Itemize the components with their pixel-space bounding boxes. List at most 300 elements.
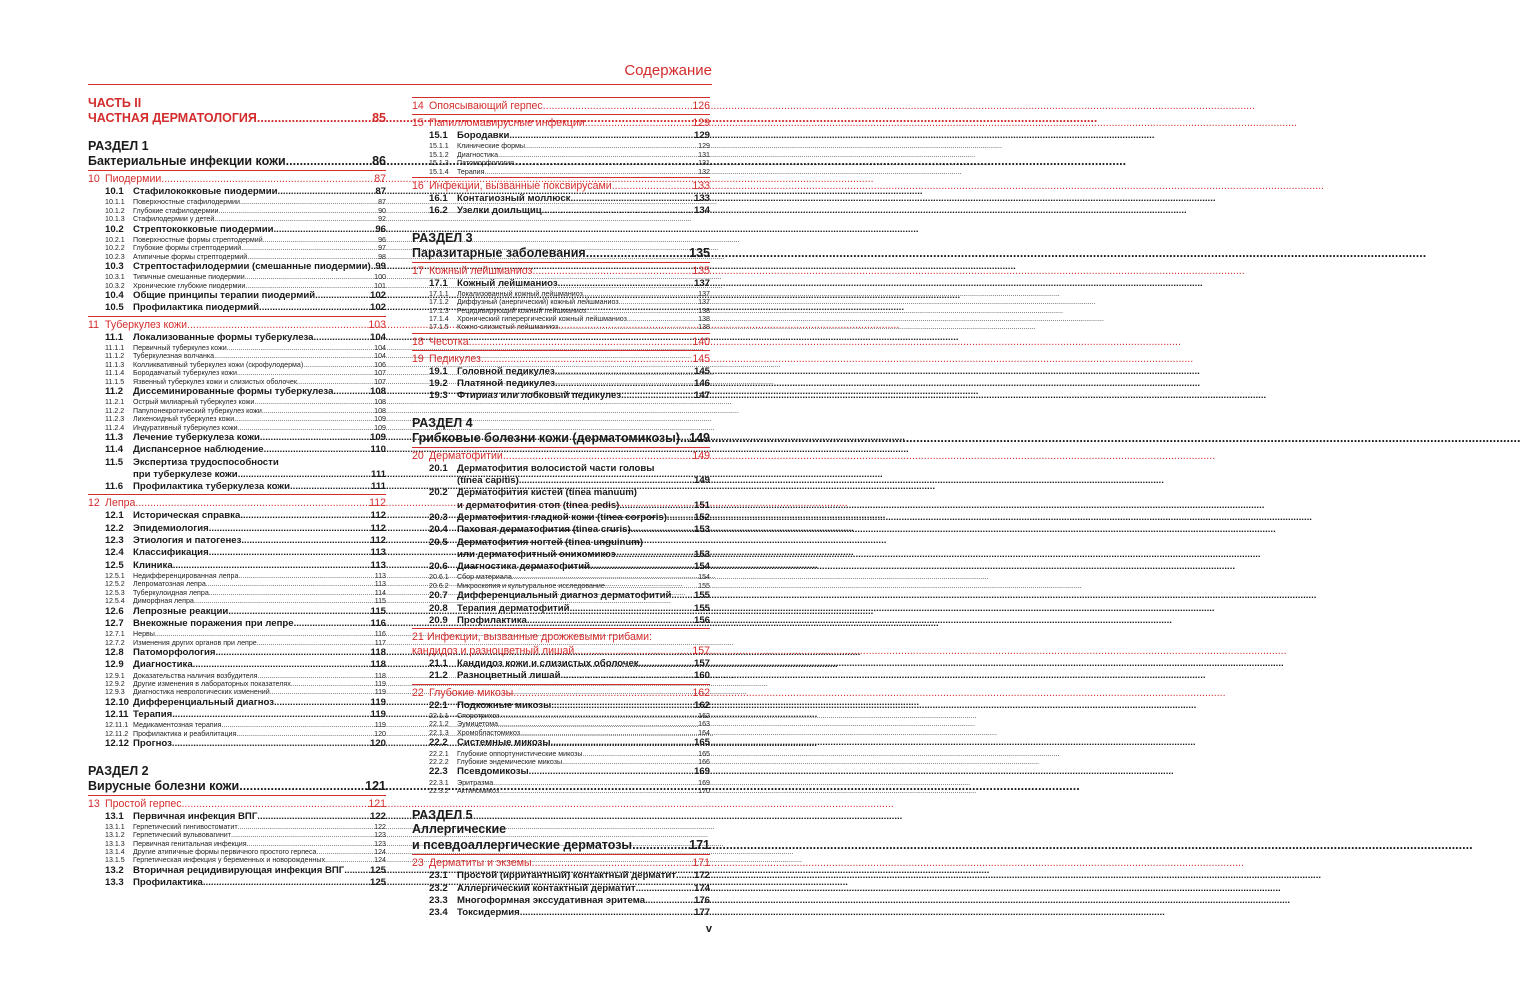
toc-chapter[interactable] (412, 628, 710, 644)
toc-subsubsection[interactable] (412, 168, 710, 176)
toc-subsubsection[interactable] (412, 307, 710, 315)
toc-subsection[interactable] (88, 865, 386, 877)
toc-subsection[interactable] (88, 535, 386, 547)
leader-dots (194, 597, 375, 605)
toc-part (88, 96, 386, 126)
toc-subsection[interactable] (88, 697, 386, 709)
toc-subsubsection[interactable] (412, 758, 710, 766)
toc-chapter-page: 133 (692, 179, 710, 192)
toc-subsection[interactable] (88, 510, 386, 522)
toc-section[interactable] (88, 778, 386, 794)
toc-subsection-page: 115 (370, 605, 386, 617)
page-number: v (705, 923, 712, 935)
toc-subsubsection[interactable] (88, 424, 386, 432)
toc-section-number: РАЗДЕЛ 2 (88, 763, 149, 778)
toc-subsubsection[interactable] (88, 831, 386, 839)
toc-subsection-continued[interactable] (412, 500, 710, 512)
toc-subsection-title: Токсидермия (457, 907, 520, 919)
leader-dots (297, 378, 374, 386)
leader-dots (274, 697, 371, 709)
toc-subsection-number: 11.4 (105, 444, 124, 456)
toc-subsection-number: 19.2 (429, 378, 448, 390)
toc-subsection-title-line2: и дерматофития стоп (tinea pedis) (457, 499, 620, 511)
leader-dots (215, 647, 370, 659)
toc-subsubsection-page: 154 (698, 573, 710, 582)
toc-subsection-number: 11.6 (105, 481, 124, 493)
leader-dots (234, 415, 374, 423)
toc-subsubsection[interactable] (88, 215, 386, 223)
toc-subsubsection-title: Туберкулоидная лепра (133, 588, 209, 597)
toc-subsubsection[interactable] (88, 273, 386, 281)
toc-subsubsection[interactable] (88, 352, 386, 360)
toc-subsection-page: 113 (370, 559, 386, 571)
toc-subsection[interactable] (412, 615, 710, 627)
toc-subsubsection[interactable] (412, 750, 710, 758)
toc-subsubsection-page: 122 (374, 822, 386, 831)
toc-subsubsection[interactable] (88, 823, 386, 831)
toc-subsection-title: Прогноз (133, 738, 172, 750)
toc-subsubsection-title: Эритразма (457, 778, 494, 787)
toc-subsubsection-number: 12.9.1 (105, 671, 125, 680)
toc-subsection[interactable] (412, 193, 710, 205)
toc-subsection-page: 102 (369, 302, 386, 314)
toc-subsection[interactable] (88, 523, 386, 535)
leader-dots (173, 560, 371, 572)
toc-subsection[interactable] (412, 907, 710, 919)
leader-dots (555, 366, 694, 378)
toc-chapter-number: 23 (412, 857, 424, 870)
toc-subsubsection-page: 109 (374, 423, 386, 432)
toc-subsubsection[interactable] (412, 712, 710, 720)
toc-subsection[interactable] (88, 224, 386, 236)
toc-subsection[interactable] (88, 618, 386, 630)
toc-subsection-page: 113 (370, 547, 386, 559)
toc-subsection[interactable] (88, 386, 386, 398)
toc-subsection-number: 12.8 (105, 646, 124, 658)
leader-dots (203, 877, 370, 889)
toc-subsubsection[interactable] (88, 415, 386, 423)
toc-subsection-title: Терапия (133, 709, 173, 721)
toc-subsection-title: Диагностика (133, 659, 193, 671)
toc-subsubsection-title: Первичный туберкулез кожи (133, 344, 227, 353)
toc-subsection[interactable] (412, 603, 710, 615)
toc-subsubsection-number: 10.2.2 (105, 244, 125, 253)
toc-subsection-number: 12.3 (105, 535, 124, 547)
leader-dots (484, 168, 698, 176)
toc-section-title: Вирусные болезни кожи (88, 778, 240, 793)
toc-subsubsection[interactable] (88, 198, 386, 206)
toc-subsubsection-title: Сбор материала (457, 573, 512, 582)
toc-subsection[interactable] (88, 811, 386, 823)
toc-subsection-page: 116 (370, 617, 386, 629)
toc-subsection[interactable] (412, 378, 710, 390)
toc-subsubsection[interactable] (88, 597, 386, 605)
toc-subsubsection-title: Лихеноидный туберкулез кожи (133, 415, 235, 424)
toc-subsubsection-number: 10.1.2 (105, 206, 125, 215)
toc-subsubsection[interactable] (88, 840, 386, 848)
toc-subsection[interactable] (88, 659, 386, 671)
toc-subsection[interactable] (412, 463, 710, 475)
toc-subsubsection-title: Бородавчатый туберкулез кожи (133, 369, 237, 378)
toc-subsubsection-number: 22.1.1 (429, 712, 449, 720)
toc-subsection[interactable] (412, 895, 710, 907)
toc-chapter[interactable] (412, 447, 710, 463)
toc-subsection[interactable] (88, 560, 386, 572)
leader-dots (532, 856, 693, 870)
toc-subsubsection-title: Острый милиарный туберкулез кожи (133, 398, 255, 407)
leader-dots (514, 159, 698, 167)
toc-subsection-title-line2: (tinea capitis) (457, 475, 519, 487)
toc-subsection[interactable] (412, 883, 710, 895)
toc-chapter[interactable] (88, 316, 386, 332)
toc-subsection-number: 23.2 (429, 882, 448, 894)
toc-subsection-page: 125 (369, 877, 386, 889)
toc-subsubsection-page: 131 (698, 150, 710, 159)
toc-subsubsection[interactable] (88, 236, 386, 244)
toc-chapter-page: 112 (369, 497, 386, 510)
leader-dots (262, 407, 374, 415)
toc-subsection-title: Дифференциальный диагноз дерматофитий (457, 590, 672, 602)
toc-subsection-number: 23.1 (429, 870, 448, 882)
toc-subsection-number: 13.1 (105, 810, 124, 822)
toc-subsubsection[interactable] (412, 298, 710, 306)
toc-chapter[interactable] (412, 114, 710, 130)
toc-subsection[interactable] (88, 481, 386, 493)
toc-subsubsection[interactable] (88, 407, 386, 415)
toc-subsection[interactable] (88, 444, 386, 456)
leader-dots (209, 547, 371, 559)
toc-subsubsection[interactable] (88, 572, 386, 580)
toc-subsection[interactable] (88, 647, 386, 659)
toc-subsection-page: 137 (693, 277, 710, 289)
toc-subsection-title: Лечение туберкулеза кожи (133, 431, 260, 443)
toc-subsubsection-title: Герпетический вульвовагинит (133, 831, 231, 840)
toc-subsubsection-page: 109 (374, 415, 386, 424)
leader-dots (520, 729, 698, 737)
toc-section[interactable] (88, 153, 386, 169)
toc-subsubsection[interactable] (88, 589, 386, 597)
toc-subsection[interactable] (412, 766, 710, 778)
toc-subsubsection[interactable] (412, 290, 710, 298)
toc-subsection[interactable] (88, 709, 386, 721)
toc-subsubsection[interactable] (412, 787, 710, 795)
toc-subsection-title: Стрептостафилодермии (смешанные пиодермии) (133, 261, 371, 273)
toc-subsubsection-title: Другие атипичные формы первичного простого герпеса (133, 848, 317, 857)
toc-subsubsection[interactable] (88, 398, 386, 406)
toc-subsubsection[interactable] (88, 680, 386, 688)
toc-subsection-number: 16.1 (429, 192, 448, 204)
toc-chapter-continued[interactable] (412, 644, 710, 658)
toc-chapter[interactable] (412, 854, 710, 870)
toc-subsection-page: 87 (375, 186, 386, 197)
toc-subsubsection[interactable] (88, 672, 386, 680)
toc-subsubsection-number: 17.1.5 (429, 323, 449, 332)
toc-chapter-number: 12 (88, 497, 100, 510)
leader-dots (645, 895, 694, 907)
leader-dots (238, 823, 375, 831)
toc-subsubsection[interactable] (412, 729, 710, 737)
toc-subsubsection-title: Герпетическая инфекция у беременных и новорожденных (133, 856, 325, 865)
toc-subsubsection[interactable] (412, 323, 710, 331)
toc-subsection-title: Локализованные формы туберкулеза (133, 331, 314, 343)
toc-subsubsection[interactable] (88, 244, 386, 252)
toc-subsection[interactable] (88, 738, 386, 750)
toc-subsubsection-number: 12.9.2 (105, 679, 125, 688)
toc-chapter-page: 129 (692, 117, 710, 129)
toc-subsection[interactable] (412, 670, 710, 682)
toc-chapter[interactable] (88, 494, 386, 510)
toc-chapter[interactable] (412, 97, 710, 113)
toc-subsubsection[interactable] (88, 378, 386, 386)
toc-subsection[interactable] (412, 700, 710, 712)
toc-subsubsection[interactable] (88, 282, 386, 290)
toc-subsection[interactable] (88, 290, 386, 302)
toc-subsubsection-page: 108 (374, 406, 386, 415)
toc-chapter-page: 121 (368, 797, 386, 810)
toc-chapter-title: Лепра (105, 497, 136, 510)
toc-subsubsection-title: Недифференцированная лепра (133, 571, 239, 580)
toc-subsubsection[interactable] (88, 369, 386, 377)
toc-subsection[interactable] (88, 457, 386, 469)
toc-subsection-page: 155 (693, 602, 710, 614)
leader-dots (303, 361, 374, 369)
toc-chapter[interactable] (412, 350, 710, 366)
toc-subsubsection-page: 119 (374, 721, 386, 730)
toc-subsubsection[interactable] (88, 688, 386, 696)
toc-subsubsection-page: 116 (374, 630, 386, 639)
toc-chapter[interactable] (88, 795, 386, 811)
leader-dots (290, 481, 371, 493)
toc-subsection-page: 154 (693, 561, 710, 573)
toc-subsection-title: Профилактика пиодермий (133, 302, 260, 314)
toc-subsubsection[interactable] (412, 779, 710, 787)
toc-chapter-number: 18 (412, 335, 424, 348)
leader-dots (525, 142, 698, 150)
toc-subsection-title: Стрептококковые пиодермии (133, 223, 274, 235)
toc-chapter-number: 10 (88, 173, 100, 185)
leader-dots (221, 721, 374, 729)
toc-subsection[interactable] (88, 302, 386, 314)
toc-section[interactable] (412, 837, 710, 853)
toc-subsubsection[interactable] (412, 142, 710, 150)
toc-subsubsection-page: 104 (374, 352, 386, 361)
toc-subsubsection-number: 12.11.1 (105, 721, 129, 730)
toc-section-title: Грибковые болезни кожи (дерматомикозы) (412, 430, 680, 445)
toc-subsection-number: 16.2 (429, 205, 448, 217)
toc-chapter-number: 13 (88, 797, 100, 810)
toc-subsubsection-number: 12.5.1 (105, 571, 125, 580)
toc-subsubsection-number: 11.2.2 (105, 406, 125, 415)
toc-subsubsection-page: 96 (378, 235, 386, 244)
toc-subsection[interactable] (412, 390, 710, 402)
toc-subsubsection-number: 10.3.2 (105, 281, 125, 290)
toc-subsubsection-title: Кожно-слизистый лейшманиоз (457, 323, 559, 332)
toc-subsection[interactable] (412, 870, 710, 882)
leader-dots (228, 606, 370, 618)
toc-subsubsection[interactable] (412, 720, 710, 728)
toc-subsection-page: 177 (693, 907, 710, 919)
toc-chapter-page: 126 (692, 100, 710, 112)
leader-dots (586, 307, 698, 315)
toc-subsection[interactable] (88, 186, 386, 198)
toc-part-title[interactable] (88, 111, 386, 126)
leader-dots (241, 244, 378, 252)
toc-subsection[interactable] (412, 278, 710, 290)
leader-dots (586, 245, 689, 261)
toc-subsection-title: Классификация (133, 547, 209, 559)
toc-subsection[interactable] (412, 366, 710, 378)
toc-chapter[interactable] (412, 684, 710, 700)
toc-chapter[interactable] (412, 177, 710, 193)
toc-subsection-title: Разноцветный лишай (457, 670, 561, 682)
toc-subsection-number: 23.3 (429, 895, 448, 907)
toc-subsection[interactable] (88, 877, 386, 889)
toc-subsection-number: 13.2 (105, 864, 124, 876)
toc-subsection-number: 20.7 (429, 590, 448, 602)
toc-subsubsection[interactable] (88, 253, 386, 261)
toc-subsection-continued[interactable] (412, 549, 710, 561)
toc-subsubsection-title: Первичная генитальная инфекция (133, 839, 247, 848)
toc-subsubsection[interactable] (412, 573, 710, 581)
leader-dots (561, 670, 694, 682)
toc-subsection-page: 157 (693, 658, 710, 670)
toc-subsubsection[interactable] (88, 856, 386, 864)
toc-subsection-title: Узелки доильщиц (457, 205, 542, 217)
toc-subsection-continued[interactable] (88, 469, 386, 481)
toc-subsubsection[interactable] (88, 630, 386, 638)
toc-subsection[interactable] (412, 512, 710, 524)
toc-subsubsection[interactable] (412, 159, 710, 167)
toc-subsubsection-page: 106 (374, 360, 386, 369)
leader-dots (590, 561, 694, 573)
toc-subsubsection-page: 119 (374, 679, 386, 688)
toc-section[interactable] (412, 430, 710, 446)
leader-dots (206, 580, 375, 588)
toc-subsection-title: Аллергический контактный дерматит (457, 882, 636, 894)
toc-subsubsection[interactable] (88, 848, 386, 856)
leader-dots (214, 352, 374, 360)
leader-dots (259, 302, 370, 314)
toc-subsubsection-title: Доказательства наличия возбудителя (133, 671, 258, 680)
toc-subsection-title: Многоформная экссудативная эритема (457, 895, 646, 907)
toc-subsubsection-number: 12.5.4 (105, 597, 125, 606)
toc-chapter[interactable] (88, 170, 386, 186)
toc-chapter[interactable] (412, 262, 710, 278)
leader-dots (667, 512, 694, 524)
toc-subsection-number: 12.9 (105, 659, 124, 671)
leader-dots (498, 720, 698, 728)
toc-subsection-title: Этиология и патогенез (133, 535, 242, 547)
leader-dots (257, 672, 374, 680)
toc-subsection[interactable] (412, 590, 710, 602)
toc-subsection[interactable] (412, 130, 710, 142)
toc-subsection-page: 160 (693, 670, 710, 682)
toc-subsection[interactable] (412, 537, 710, 549)
toc-subsubsection-number: 20.6.1 (429, 573, 449, 582)
toc-subsection-page: 99 (375, 261, 386, 273)
leader-dots (632, 837, 689, 853)
toc-subsection-page: 118 (370, 646, 386, 658)
leader-dots (247, 253, 378, 261)
leader-dots (616, 549, 694, 561)
toc-subsubsection-number: 22.3.2 (429, 787, 449, 796)
toc-subsubsection[interactable] (88, 639, 386, 647)
toc-subsection-page: 110 (370, 444, 386, 456)
leader-dots (543, 99, 693, 113)
leader-dots (512, 573, 698, 581)
toc-subsubsection-number: 10.1.1 (105, 198, 125, 207)
toc-subsection[interactable] (412, 487, 710, 499)
toc-subsubsection[interactable] (88, 721, 386, 729)
toc-subsection-page: 111 (371, 468, 386, 480)
toc-subsection-page: 102 (369, 290, 386, 302)
leader-dots (257, 111, 372, 126)
toc-subsection[interactable] (412, 524, 710, 536)
toc-section-number: РАЗДЕЛ 4 (412, 415, 473, 430)
toc-subsection-page: 176 (693, 895, 710, 907)
leader-dots (187, 318, 368, 332)
leader-dots (314, 332, 370, 344)
toc-subsection[interactable] (88, 606, 386, 618)
toc-subsubsection-title: Локализованный кожный лейшманиоз (457, 289, 583, 298)
toc-chapter-title: Кожный лейшманиоз (429, 264, 533, 277)
toc-subsubsection[interactable] (88, 344, 386, 352)
toc-subsubsection-number: 15.1.1 (429, 142, 449, 151)
toc-subsection[interactable] (412, 561, 710, 573)
leader-dots (621, 390, 694, 402)
toc-subsubsection[interactable] (412, 582, 710, 590)
toc-subsubsection-number: 10.2.1 (105, 235, 125, 244)
toc-subsection-title: Простой (ирритантный) контактный дерматит (457, 870, 676, 882)
toc-subsubsection[interactable] (88, 361, 386, 369)
toc-subsubsection[interactable] (88, 730, 386, 738)
toc-subsection-title: Стафилококковые пиодермии (133, 186, 278, 197)
leader-dots (214, 215, 378, 223)
toc-subsection-page: 134 (693, 205, 710, 217)
leader-dots (317, 848, 375, 856)
toc-subsection[interactable] (412, 737, 710, 749)
toc-subsection-page: 108 (369, 386, 386, 398)
toc-subsection[interactable] (88, 261, 386, 273)
toc-subsubsection-number: 15.1.2 (429, 150, 449, 159)
toc-subsection-title: Вторичная рецидивирующая инфекция ВПГ (133, 864, 345, 876)
toc-chapter-number: 22 (412, 686, 424, 699)
toc-subsubsection[interactable] (412, 315, 710, 323)
toc-subsection-title: Системные микозы (457, 737, 551, 749)
toc-part-label (88, 96, 386, 111)
toc-subsection[interactable] (412, 205, 710, 217)
toc-section[interactable] (412, 245, 710, 261)
toc-subsection[interactable] (88, 432, 386, 444)
toc-subsection[interactable] (88, 332, 386, 344)
toc-subsection-number: 12.11 (105, 709, 129, 721)
toc-subsection-continued[interactable] (412, 475, 710, 487)
leader-dots (161, 172, 374, 186)
toc-subsection[interactable] (88, 547, 386, 559)
toc-subsubsection-title: Рецидивирующий кожный лейшманиоз (457, 306, 586, 315)
toc-chapter-page: 145 (692, 352, 710, 365)
toc-subsubsection[interactable] (88, 207, 386, 215)
toc-chapter[interactable] (412, 333, 710, 349)
toc-subsubsection-page: 169 (698, 778, 710, 787)
toc-subsection[interactable] (412, 658, 710, 670)
header-rule (88, 84, 712, 85)
toc-subsubsection[interactable] (88, 580, 386, 588)
toc-subsubsection[interactable] (412, 151, 710, 159)
toc-subsubsection-number: 12.7.2 (105, 638, 125, 647)
toc-subsubsection-title: Изменения других органов при лепре (133, 638, 257, 647)
toc-subsubsection-page: 113 (374, 571, 386, 580)
